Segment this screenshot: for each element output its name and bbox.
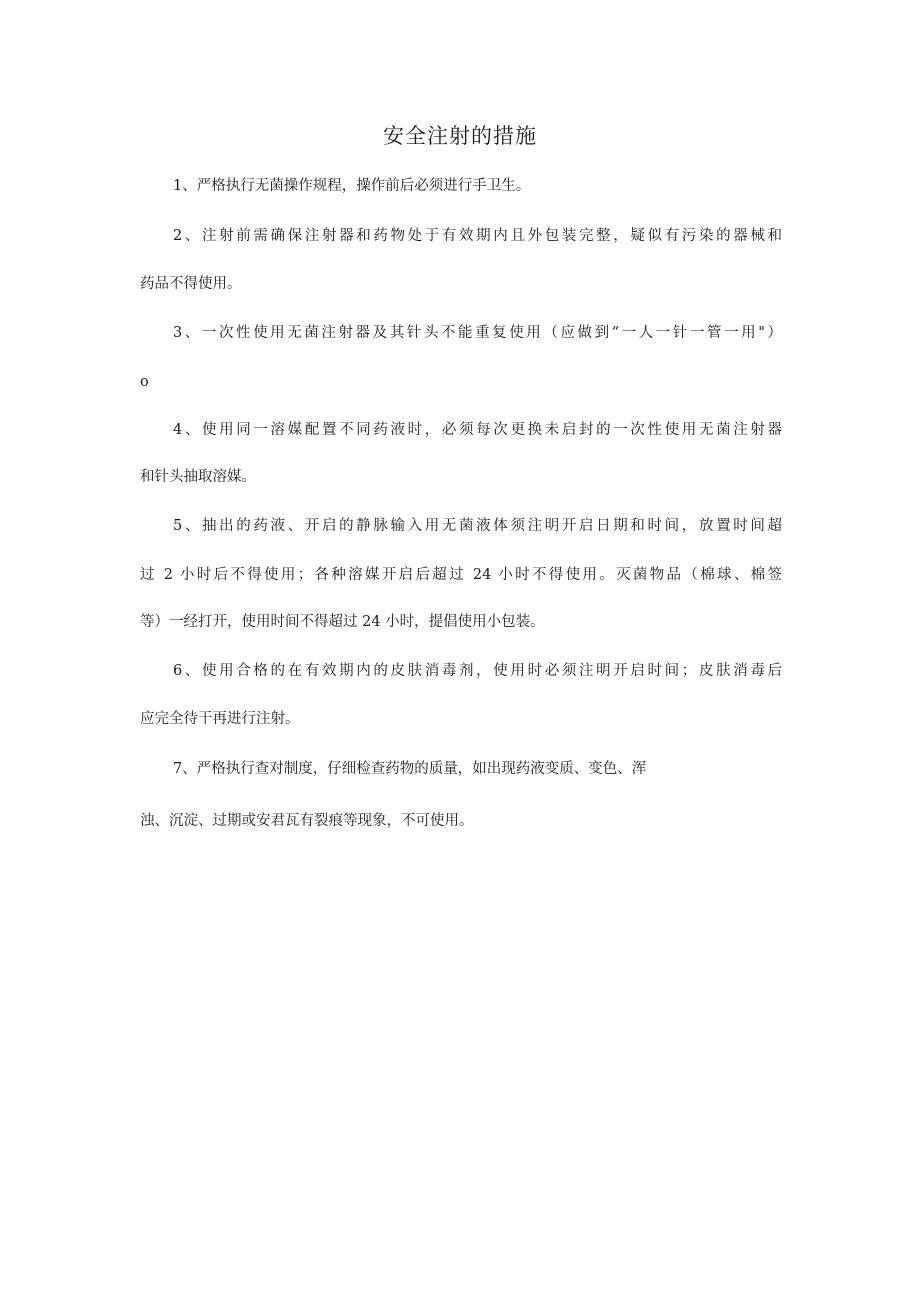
item-4-line-2: 和针头抽取溶媒。 bbox=[140, 469, 256, 485]
item-4-line-1: 4、使用同一溶媒配置不同药液时，必须每次更换未启封的一次性使用无菌注射器 bbox=[173, 422, 782, 438]
item-7-line-2: 浊、沉淀、过期或安君瓦有裂痕等现象，不可使用。 bbox=[140, 813, 474, 829]
item-5-line-2: 过 2 小时后不得使用；各种溶媒开启后超过 24 小时不得使用。灭菌物品（棉球、棉签 bbox=[140, 567, 782, 583]
document-title: 安全注射的措施 bbox=[383, 124, 537, 148]
item-5-line-1: 5、抽出的药液、开启的静脉输入用无菌液体须注明开启日期和时间，放置时间超 bbox=[173, 518, 782, 534]
item-2-line-1: 2、注射前需确保注射器和药物处于有效期内且外包装完整，疑似有污染的器械和 bbox=[173, 228, 782, 244]
item-1-line-1: 1、严格执行无菌操作规程，操作前后必须进行手卫生。 bbox=[173, 178, 531, 194]
item-7-line-1: 7、严格执行查对制度，仔细检查药物的质量，如出现药液变质、变色、浑 bbox=[173, 761, 647, 777]
item-2-line-2: 药品不得使用。 bbox=[140, 276, 242, 292]
item-6-line-1: 6、使用合格的在有效期内的皮肤消毒剂，使用时必须注明开启时间；皮肤消毒后 bbox=[173, 663, 782, 679]
item-5-line-3: 等）一经打开，使用时间不得超过 24 小时，提倡使用小包装。 bbox=[140, 614, 545, 630]
item-6-line-2: 应完全待干再进行注射。 bbox=[140, 711, 300, 727]
item-3-line-2: o bbox=[140, 374, 149, 390]
item-3-line-1: 3、一次性使用无菌注射器及其针头不能重复使用（应做到“一人一针一管一用"） bbox=[173, 325, 782, 341]
